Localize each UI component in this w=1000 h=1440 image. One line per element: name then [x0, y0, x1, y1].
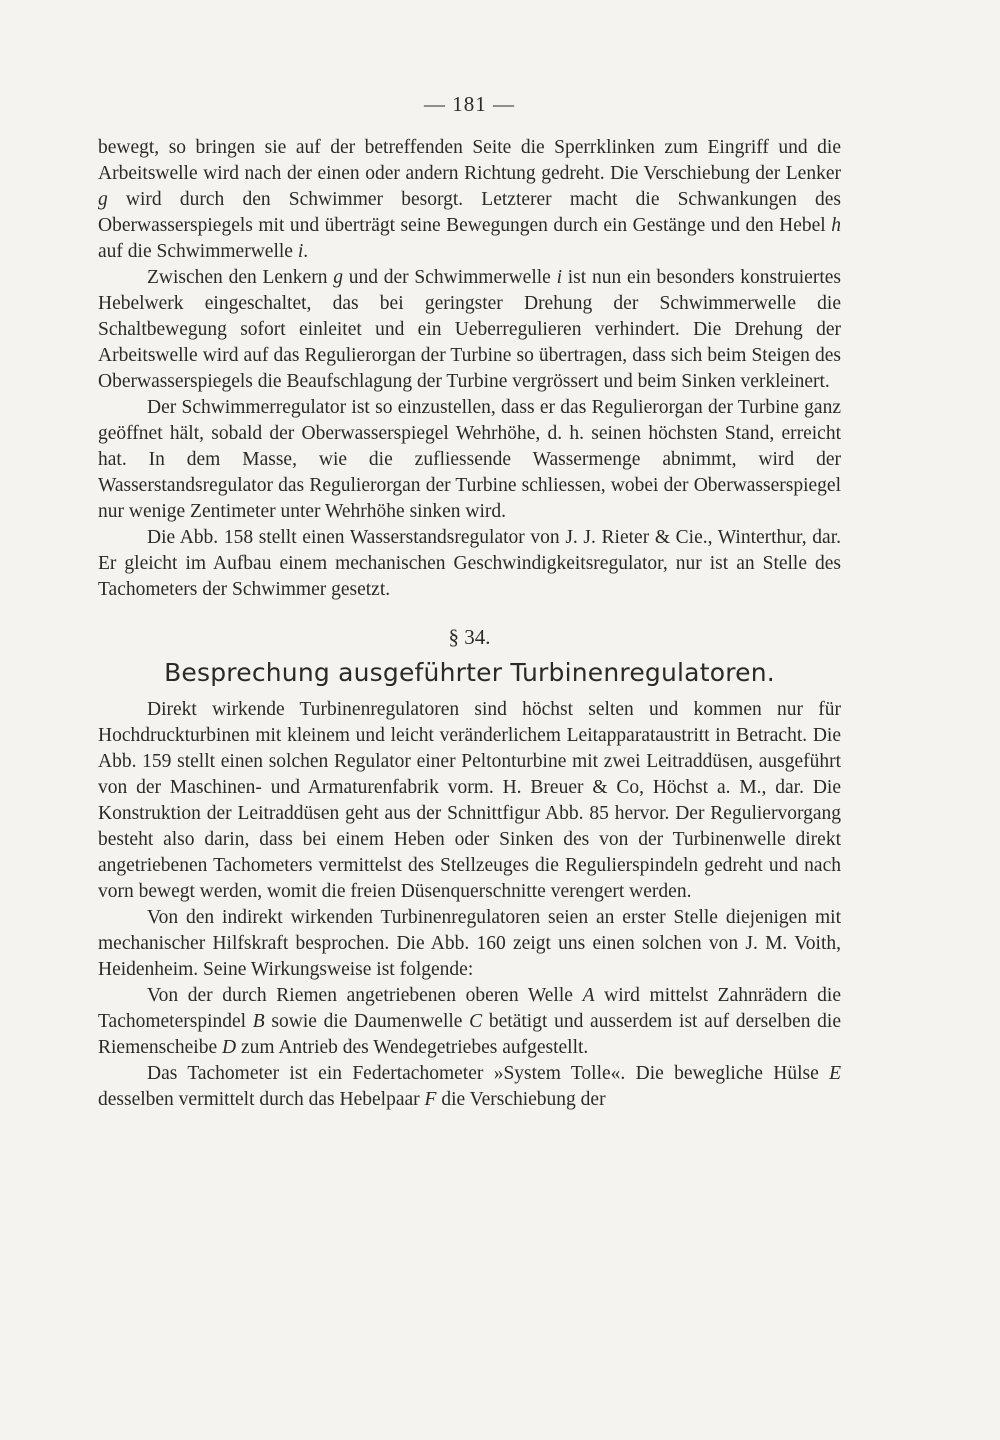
- paragraph: Das Tachometer ist ein Federtachometer »System Tolle«. Die bewegliche Hülse E desselben vermittelt durch das Hebelpaar F die Verschiebung der: [98, 1063, 841, 1110]
- paragraph: bewegt, so bringen sie auf der betreffenden Seite die Sperrklinken zum Eingriff und die Arbeitswelle wird nach der einen oder andern Richtung gedreht. Die Verschiebung der Lenker g wird durch den Schwimmer besorgt. Letzterer macht die Schwankungen des Oberwasserspiegels mit und überträgt seine Bewegungen durch ein Gestänge und den Hebel h auf die Schwimmerwelle i.: [98, 137, 841, 262]
- section-text: [98, 697, 841, 1113]
- variable-symbol: A: [582, 985, 595, 1006]
- paragraph: Von der durch Riemen angetriebenen oberen Welle A wird mittelst Zahnrädern die Tachometerspindel B sowie die Daumenwelle C betätigt und ausserdem ist auf derselben die Riemenscheibe D zum Antrieb des Wendegetriebes aufgestellt.: [98, 985, 842, 1058]
- paragraph: Direkt wirkende Turbinenregulatoren sind höchst selten und kommen nur für Hochdruckturbinen mit kleinem und leicht veränderlichem Leitapparataustritt in Betracht. Die Abb. 159 stellt einen solchen Regulator einer Peltonturbine mit zwei Leitraddüsen, ausgeführt von der Maschinen- und Armaturenfabrik vorm. H. Breuer & Co, Höchst a. M., dar. Die Konstruktion der Leitraddüsen geht aus der Schnittfigur Abb. 85 hervor. Der Reguliervorgang besteht also darin, dass bei einem Heben oder Sinken des von der Turbinenwelle direkt angetriebenen Tachometers vermittelst des Stellzeuges die Regulierspindeln gedreht und nach vorn bewegt werden, womit die freien Düsenquerschnitte verengert werden.: [98, 699, 841, 902]
- variable-symbol: D: [222, 1037, 237, 1058]
- variable-symbol: B: [252, 1011, 265, 1032]
- page: [98, 92, 841, 1113]
- section-mark: § 34.: [448, 625, 491, 649]
- variable-symbol: E: [829, 1063, 841, 1084]
- variable-symbol: F: [424, 1089, 437, 1110]
- variable-symbol: C: [469, 1011, 483, 1032]
- page-number: — 181 —: [424, 92, 515, 116]
- variable-symbol: i: [297, 241, 304, 262]
- variable-symbol: h: [831, 215, 841, 236]
- paragraph: Zwischen den Lenkern g und der Schwimmerwelle i ist nun ein besonders konstruiertes Hebelwerk eingeschaltet, das bei geringster Drehung der Schwimmerwelle die Schaltbewegung sofort einleitet und ein Ueberregulieren verhindert. Die Drehung der Arbeitswelle wird auf das Regulierorgan der Turbine so übertragen, dass sich beim Steigen des Oberwasserspiegels die Beaufschlagung der Turbine vergrössert und beim Sinken verkleinert.: [98, 267, 841, 392]
- variable-symbol: g: [333, 267, 343, 288]
- variable-symbol: i: [556, 267, 563, 288]
- paragraph: Die Abb. 158 stellt einen Wasserstandsregulator von J. J. Rieter & Cie., Winterthur, dar. Er gleicht im Aufbau einem mechanischen Geschwindigkeitsregulator, nur ist an Stelle des Tachometers der Schwimmer gesetzt.: [98, 527, 841, 600]
- paragraph: Der Schwimmerregulator ist so einzustellen, dass er das Regulierorgan der Turbine ganz geöffnet hält, sobald der Oberwasserspiegel Wehrhöhe, d. h. seinen höchsten Stand, erreicht hat. In dem Masse, wie die zufliessende Wassermenge abnimmt, wird der Wasserstandsregulator das Regulierorgan der Turbine schliessen, wobei der Oberwasserspiegel nur wenige Zentimeter unter Wehrhöhe sinken wird.: [98, 397, 841, 522]
- intro-text: [98, 135, 841, 603]
- paragraph: Von den indirekt wirkenden Turbinenregulatoren seien an erster Stelle diejenigen mit mechanischer Hilfskraft besprochen. Die Abb. 160 zeigt uns einen solchen von J. M. Voith, Heidenheim. Seine Wirkungsweise ist folgende:: [98, 907, 841, 980]
- variable-symbol: g: [98, 189, 108, 210]
- section-title: Besprechung ausgeführter Turbinenregulatoren.: [164, 658, 775, 687]
